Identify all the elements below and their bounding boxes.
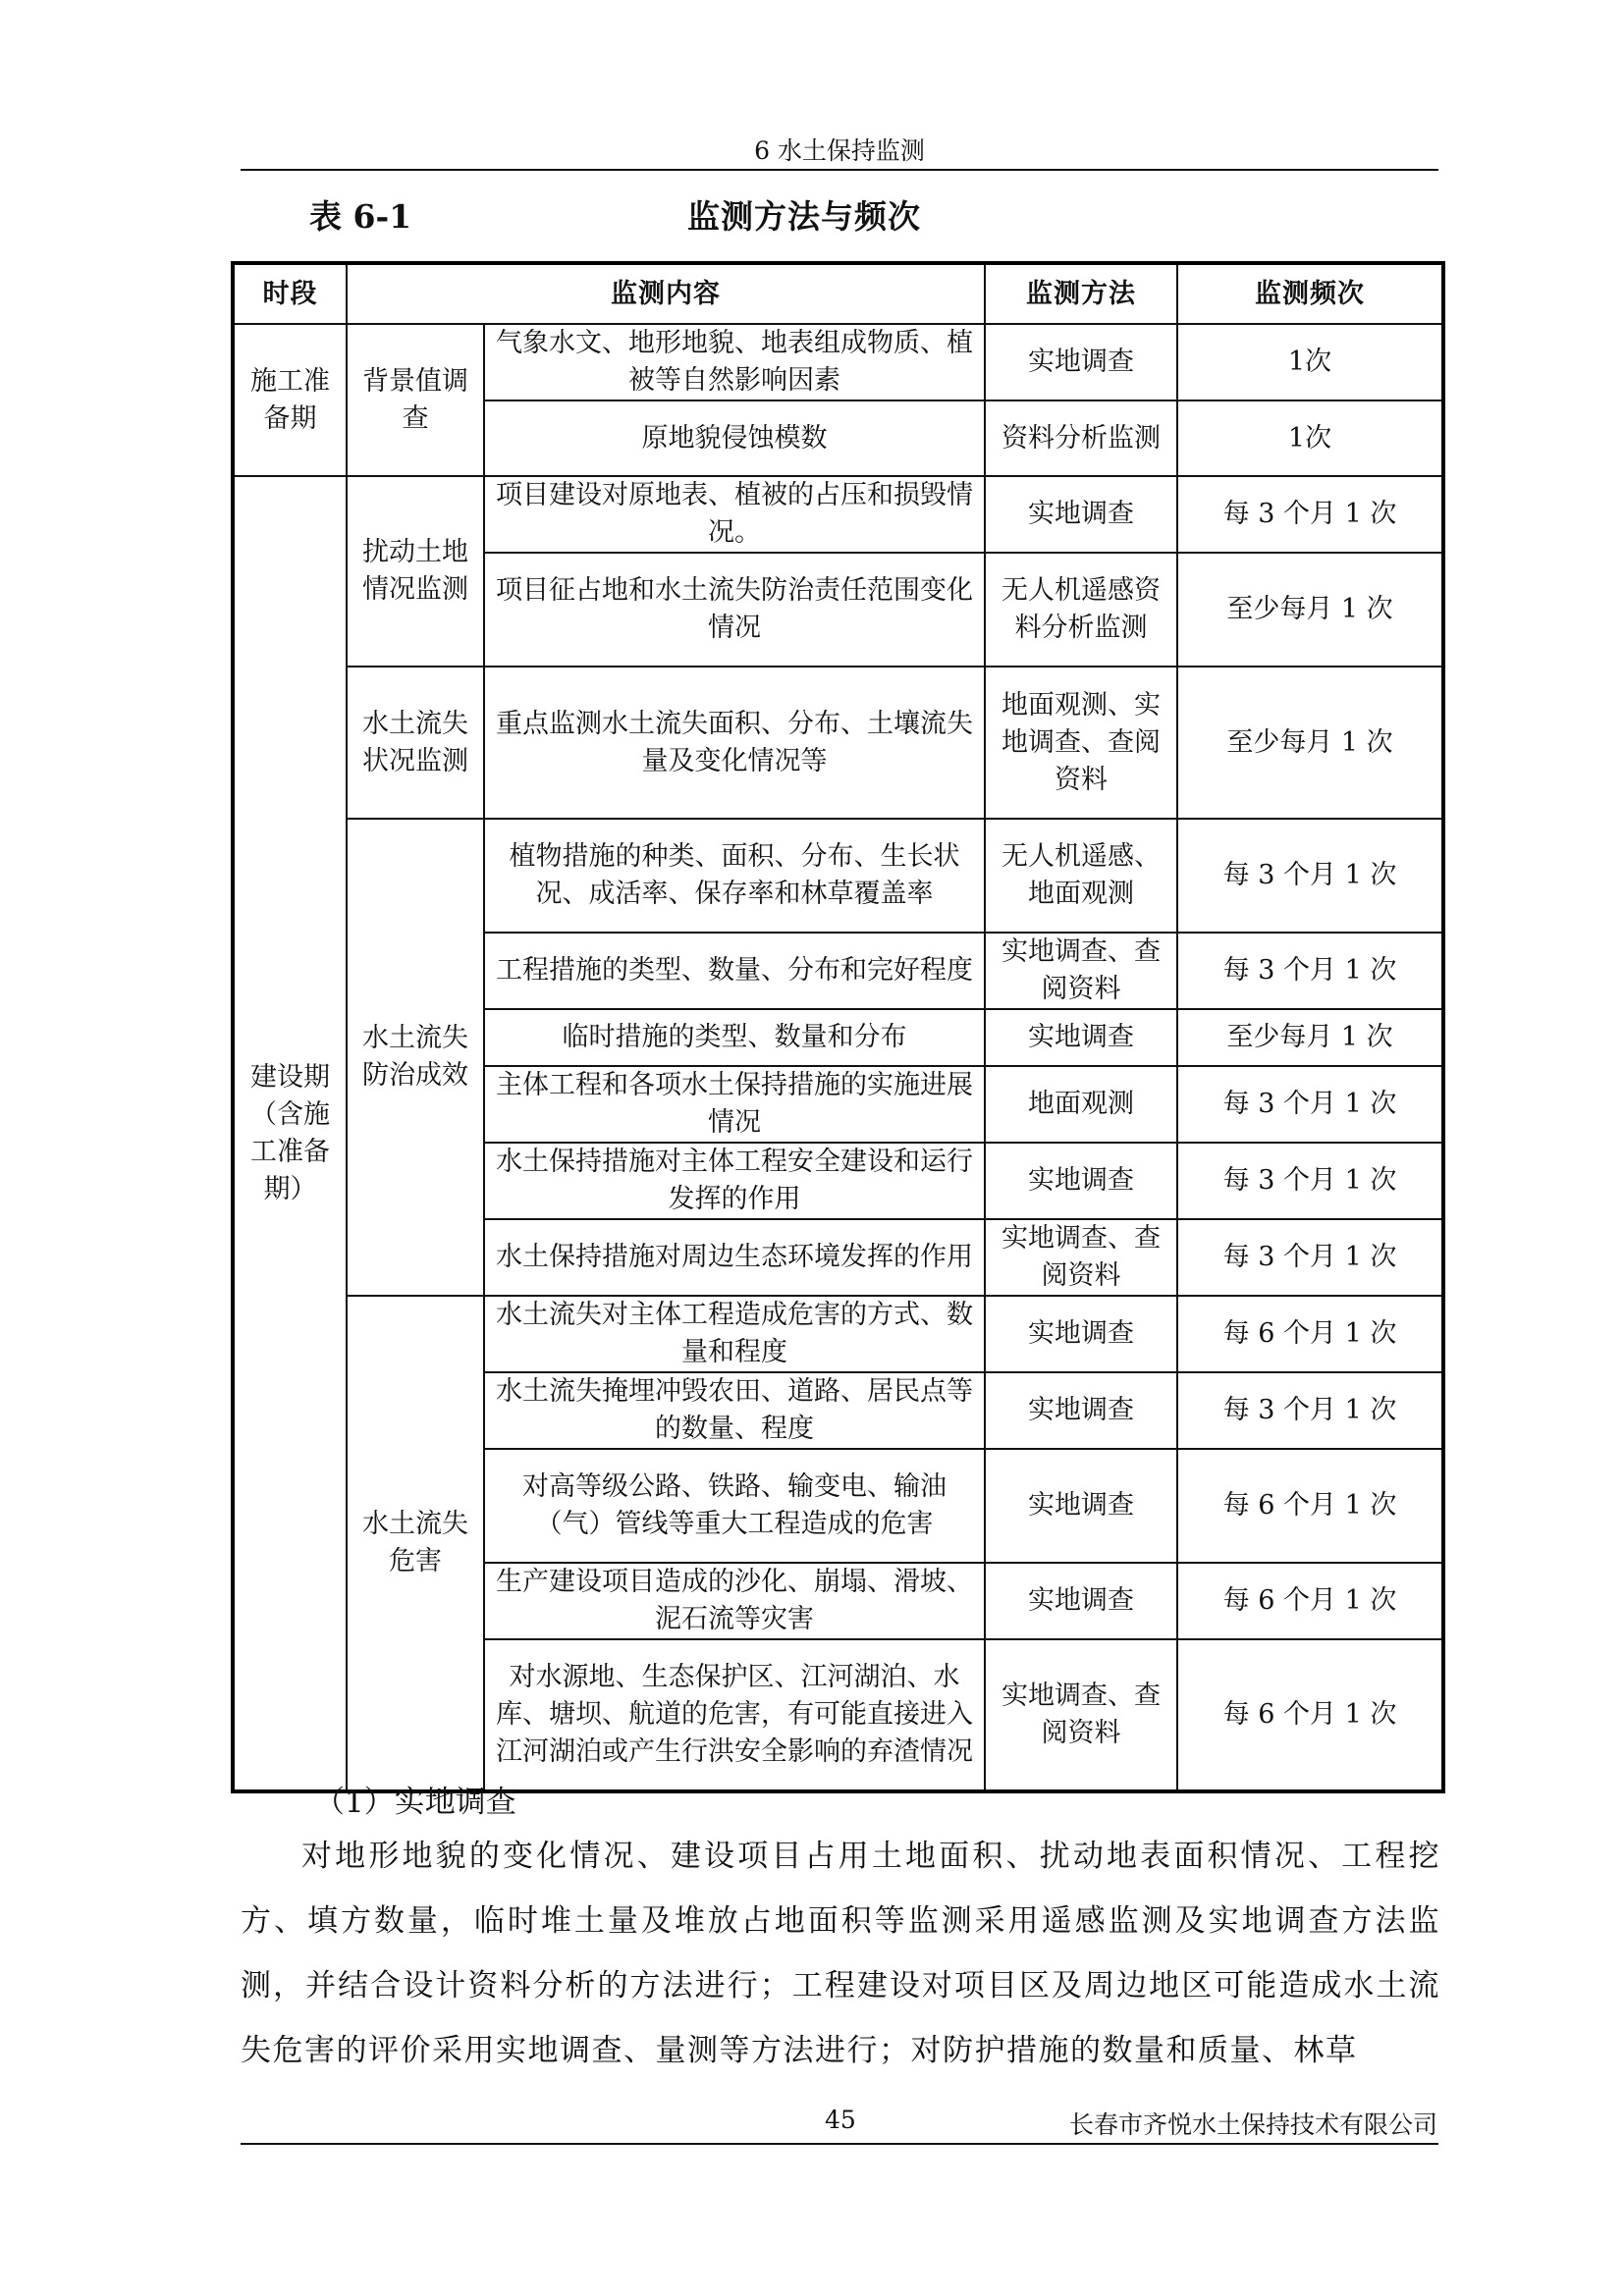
method-cell: 实地调查 — [985, 1372, 1177, 1449]
table-row — [233, 667, 1443, 819]
method-cell: 地面观测、实地调查、查阅资料 — [985, 667, 1177, 819]
frequency-cell: 1次 — [1177, 324, 1443, 400]
header-rule — [241, 169, 1438, 171]
method-cell: 无人机遥感、地面观测 — [985, 819, 1177, 933]
table-row — [233, 1296, 1443, 1372]
method-cell: 无人机遥感资料分析监测 — [985, 553, 1177, 667]
method-cell: 实地调查 — [985, 1563, 1177, 1639]
body-paragraph: 对地形地貌的变化情况、建设项目占用土地面积、扰动地表面积情况、工程挖方、填方数量，临时堆土量及堆放占地面积等监测采用遥感监测及实地调查方法监测，并结合设计资料分析的方法进行；工程建设对项目区及周边地区可能造成水土流失危害的评价采用实地调查、量测等方法进行；对防护措施的数量和质量、林草 — [241, 1839, 1440, 2068]
content-cell: 水土保持措施对主体工程安全建设和运行发挥的作用 — [484, 1143, 985, 1219]
method-cell: 资料分析监测 — [985, 400, 1177, 476]
frequency-cell: 至少每月 1 次 — [1177, 667, 1443, 819]
frequency-cell: 每 3 个月 1 次 — [1177, 1066, 1443, 1143]
method-cell: 实地调查 — [985, 1143, 1177, 1219]
content-cell: 项目征占地和水土流失防治责任范围变化情况 — [484, 553, 985, 667]
method-cell: 实地调查 — [985, 1449, 1177, 1563]
column-header-method: 监测方法 — [985, 263, 1177, 324]
table-title: 监测方法与频次 — [687, 197, 921, 236]
category-cell: 水土流失状况监测 — [347, 667, 484, 819]
method-cell: 地面观测 — [985, 1066, 1177, 1143]
method-cell: 实地调查 — [985, 1009, 1177, 1066]
frequency-cell: 每 6 个月 1 次 — [1177, 1296, 1443, 1372]
frequency-cell: 每 3 个月 1 次 — [1177, 1219, 1443, 1296]
section-heading: （1）实地调查 — [314, 1785, 516, 1820]
table-row — [233, 476, 1443, 553]
column-header-frequency: 监测频次 — [1177, 263, 1443, 324]
column-header-content: 监测内容 — [347, 263, 985, 324]
method-cell: 实地调查 — [985, 476, 1177, 553]
content-cell: 水土保持措施对周边生态环境发挥的作用 — [484, 1219, 985, 1296]
frequency-cell: 每 3 个月 1 次 — [1177, 1372, 1443, 1449]
frequency-cell: 每 3 个月 1 次 — [1177, 1143, 1443, 1219]
footer-rule — [241, 2143, 1438, 2145]
content-cell: 对高等级公路、铁路、输变电、输油（气）管线等重大工程造成的危害 — [484, 1449, 985, 1563]
category-cell: 水土流失防治成效 — [347, 819, 484, 1296]
method-cell: 实地调查、查阅资料 — [985, 1219, 1177, 1296]
table-number: 表 6-1 — [309, 197, 412, 236]
company-name: 长春市齐悦水土保持技术有限公司 — [1068, 2110, 1437, 2139]
content-cell: 项目建设对原地表、植被的占压和损毁情况。 — [484, 476, 985, 553]
frequency-cell: 每 3 个月 1 次 — [1177, 819, 1443, 933]
column-header-period: 时段 — [233, 263, 347, 324]
table-header-row — [233, 263, 1443, 324]
monitoring-table — [231, 261, 1445, 1793]
content-cell: 生产建设项目造成的沙化、崩塌、滑坡、泥石流等灾害 — [484, 1563, 985, 1639]
method-cell: 实地调查 — [985, 1296, 1177, 1372]
content-cell: 对水源地、生态保护区、江河湖泊、水库、塘坝、航道的危害，有可能直接进入江河湖泊或产生行洪安全影响的弃渣情况 — [484, 1639, 985, 1791]
frequency-cell: 每 6 个月 1 次 — [1177, 1563, 1443, 1639]
content-cell: 水土流失对主体工程造成危害的方式、数量和程度 — [484, 1296, 985, 1372]
method-cell: 实地调查、查阅资料 — [985, 933, 1177, 1009]
content-cell: 主体工程和各项水土保持措施的实施进展情况 — [484, 1066, 985, 1143]
frequency-cell: 每 6 个月 1 次 — [1177, 1449, 1443, 1563]
content-cell: 植物措施的种类、面积、分布、生长状况、成活率、保存率和林草覆盖率 — [484, 819, 985, 933]
category-cell: 扰动土地情况监测 — [347, 476, 484, 667]
period-cell: 施工准备期 — [233, 324, 347, 476]
content-cell: 重点监测水土流失面积、分布、土壤流失量及变化情况等 — [484, 667, 985, 819]
table-row — [233, 819, 1443, 933]
method-cell: 实地调查 — [985, 324, 1177, 400]
frequency-cell: 至少每月 1 次 — [1177, 1009, 1443, 1066]
content-cell: 工程措施的类型、数量、分布和完好程度 — [484, 933, 985, 1009]
frequency-cell: 1次 — [1177, 400, 1443, 476]
table-row — [233, 324, 1443, 400]
method-cell: 实地调查、查阅资料 — [985, 1639, 1177, 1791]
running-header: 6 水土保持监测 — [754, 136, 925, 165]
content-cell: 水土流失掩埋冲毁农田、道路、居民点等的数量、程度 — [484, 1372, 985, 1449]
frequency-cell: 每 6 个月 1 次 — [1177, 1639, 1443, 1791]
category-cell: 水土流失危害 — [347, 1296, 484, 1791]
frequency-cell: 每 3 个月 1 次 — [1177, 476, 1443, 553]
content-cell: 临时措施的类型、数量和分布 — [484, 1009, 985, 1066]
content-cell: 气象水文、地形地貌、地表组成物质、植被等自然影响因素 — [484, 324, 985, 400]
frequency-cell: 每 3 个月 1 次 — [1177, 933, 1443, 1009]
category-cell: 背景值调查 — [347, 324, 484, 476]
frequency-cell: 至少每月 1 次 — [1177, 553, 1443, 667]
period-cell: 建设期（含施工准备期） — [233, 476, 347, 1791]
page-number: 45 — [825, 2106, 856, 2134]
content-cell: 原地貌侵蚀模数 — [484, 400, 985, 476]
